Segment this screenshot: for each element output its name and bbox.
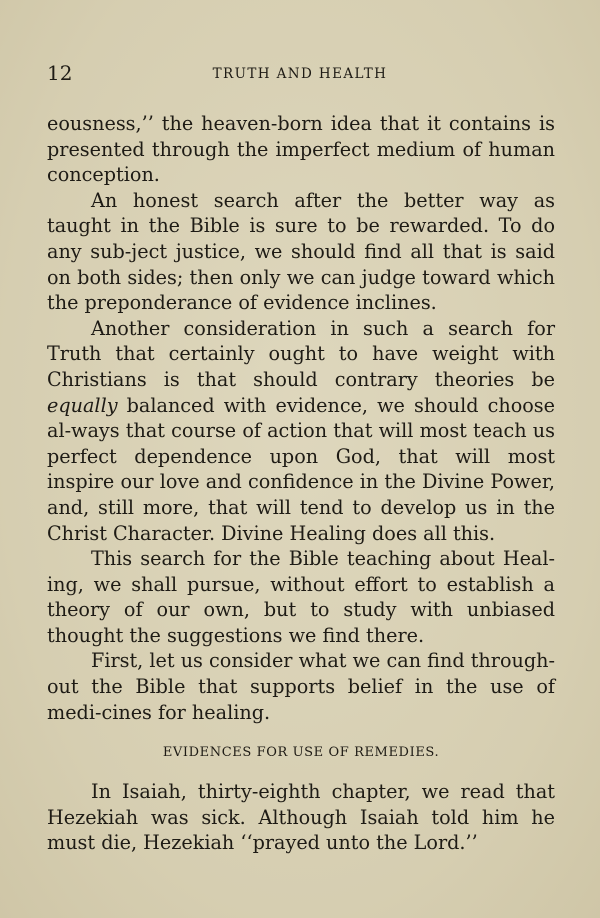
paragraph-another-consideration (47, 316, 555, 546)
paragraph-search-for-bible-teaching: This search for the Bible teaching about Heal-ing, we shall pursue, without effort to establish a theory of our own, but to study with unbiased thought the suggestions we find there. (47, 547, 555, 647)
body-text (47, 111, 555, 725)
paragraph-isaiah: In Isaiah, thirty-eighth chapter, we read that Hezekiah was sick. Although Isaiah told him he must die, Hezekiah ‘‘prayed unto the Lord.’’ (47, 780, 555, 855)
section-body-text (47, 779, 555, 856)
paragraph-text-before-emphasis: Another consideration in such a search for Truth that certainly ought to have weight with Christians is that should contrary theories be (47, 316, 555, 391)
page-header (47, 60, 553, 86)
section-heading: EVIDENCES FOR USE OF REMEDIES. (162, 745, 440, 760)
running-title: TRUTH AND HEALTH (212, 66, 388, 82)
paragraph-first-consider: First, let us consider what we can find through-out the Bible that supports belief in the use of medi-cines for healing. (47, 649, 555, 724)
emphasis-equally: equally (47, 393, 118, 417)
paragraph-text-after-emphasis: balanced with evidence, we should choose al-ways that course of action that will most teach us perfect dependence upon God, that will most inspire our love and confidence in the Divine Power, and, still more, that will tend to develop us in the Christ Character. Divine Healing does all this. (47, 393, 555, 545)
paragraph-honest-search: An honest search after the better way as taught in the Bible is sure to be rewarded. To do any sub-ject justice, we should find all that is said on both sides; then only we can judge toward which the preponderance of evidence inclines. (47, 188, 555, 315)
page-number: 12 (47, 61, 73, 85)
paragraph-continuation: eousness,’’ the heaven-born idea that it contains is presented through the imperfect medium of human conception. (47, 112, 555, 187)
